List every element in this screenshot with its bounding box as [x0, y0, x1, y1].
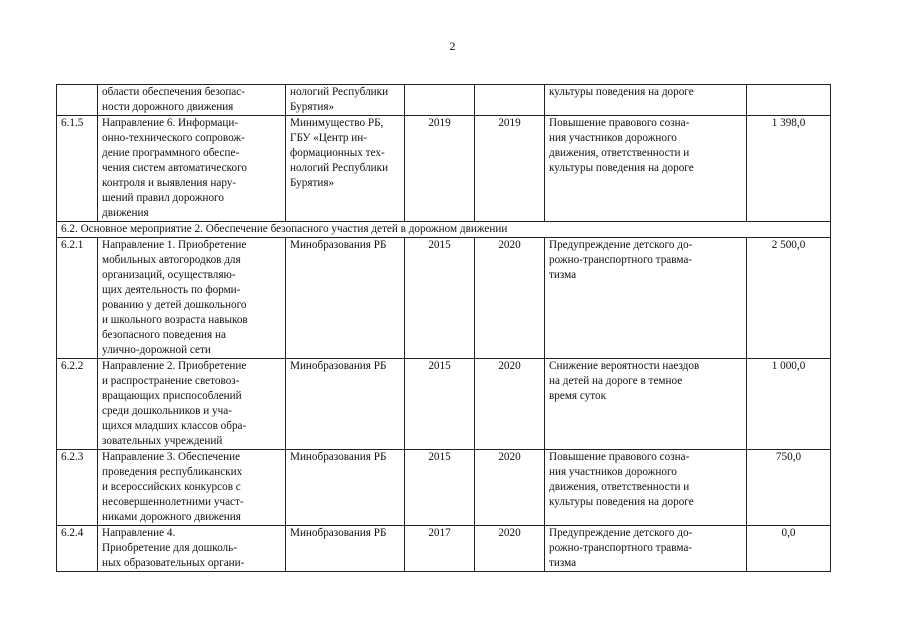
cell-text-line: Повышение правового созна-: [549, 117, 690, 129]
table-row: [57, 85, 831, 116]
table-row: [57, 526, 831, 572]
activity-name-cell: [98, 238, 286, 359]
responsible-cell: [286, 116, 405, 222]
funding-amount-cell: 1 398,0: [747, 116, 831, 222]
cell-text-line: ния участников дорожного: [549, 466, 677, 478]
cell-text-line: безопасного поведения на: [102, 329, 226, 341]
expected-result-cell: [545, 85, 747, 116]
cell-text-line: несовершеннолетними участ-: [102, 496, 244, 508]
activity-name-cell: [98, 450, 286, 526]
responsible-cell: [286, 359, 405, 450]
end-year-cell: 2019: [475, 116, 545, 222]
end-year-cell: 2020: [475, 359, 545, 450]
cell-text-line: движения: [102, 207, 149, 219]
cell-text-line: Направление 2. Приобретение: [102, 360, 247, 372]
cell-text-line: вращающих приспособлений: [102, 390, 242, 402]
item-number-cell: 6.2.4: [57, 526, 98, 572]
cell-text-line: Направление 3. Обеспечение: [102, 451, 241, 463]
item-number-cell: [57, 85, 98, 116]
expected-result-cell: [545, 116, 747, 222]
funding-amount-cell: 0,0: [747, 526, 831, 572]
funding-amount-cell: 750,0: [747, 450, 831, 526]
cell-text-line: Предупреждение детского до-: [549, 239, 693, 251]
cell-text-line: нологий Республики: [290, 86, 389, 98]
end-year-cell: 2020: [475, 238, 545, 359]
cell-text-line: Бурятия»: [290, 101, 335, 113]
expected-result-cell: [545, 526, 747, 572]
start-year-cell: 2019: [405, 116, 475, 222]
table-row: [57, 450, 831, 526]
start-year-cell: 2015: [405, 450, 475, 526]
activity-name-cell: [98, 359, 286, 450]
section-heading: 6.2. Основное мероприятие 2. Обеспечение безопасного участия детей в дорожном движении: [57, 222, 831, 238]
table-row: [57, 359, 831, 450]
cell-text-line: Минобразования РБ: [290, 527, 387, 539]
table-row: [57, 116, 831, 222]
cell-text-line: движения, ответственности и: [549, 481, 690, 493]
cell-text-line: дение программного обеспе-: [102, 147, 240, 159]
cell-text-line: Направление 1. Приобретение: [102, 239, 247, 251]
cell-text-line: культуры поведения на дороге: [549, 86, 694, 98]
cell-text-line: Направление 4.: [102, 527, 176, 539]
table-row: [57, 238, 831, 359]
start-year-cell: 2015: [405, 359, 475, 450]
cell-text-line: Минимущество РБ,: [290, 117, 384, 129]
cell-text-line: шений правил дорожного: [102, 192, 224, 204]
cell-text-line: Минобразования РБ: [290, 360, 387, 372]
table-body: [57, 85, 831, 572]
cell-text-line: время суток: [549, 390, 607, 402]
start-year-cell: [405, 85, 475, 116]
cell-text-line: ных образовательных органи-: [102, 557, 245, 569]
responsible-cell: [286, 450, 405, 526]
cell-text-line: рованию у детей дошкольного: [102, 299, 247, 311]
cell-text-line: Бурятия»: [290, 177, 335, 189]
cell-text-line: зовательных учреждений: [102, 435, 223, 447]
cell-text-line: рожно-транспортного травма-: [549, 254, 693, 266]
cell-text-line: Снижение вероятности наездов: [549, 360, 700, 372]
responsible-cell: [286, 85, 405, 116]
cell-text-line: рожно-транспортного травма-: [549, 542, 693, 554]
item-number-cell: 6.2.2: [57, 359, 98, 450]
cell-text-line: ГБУ «Центр ин-: [290, 132, 367, 144]
cell-text-line: Направление 6. Информаци-: [102, 117, 239, 129]
cell-text-line: Минобразования РБ: [290, 239, 387, 251]
activity-name-cell: [98, 85, 286, 116]
activity-name-cell: [98, 116, 286, 222]
section-row: [57, 222, 831, 238]
start-year-cell: 2015: [405, 238, 475, 359]
cell-text-line: щихся младших классов обра-: [102, 420, 247, 432]
cell-text-line: культуры поведения на дороге: [549, 496, 694, 508]
cell-text-line: Минобразования РБ: [290, 451, 387, 463]
cell-text-line: щих деятельность по форми-: [102, 284, 241, 296]
cell-text-line: Приобретение для дошколь-: [102, 542, 237, 554]
cell-text-line: контроля и выявления нару-: [102, 177, 237, 189]
cell-text-line: нологий Республики: [290, 162, 389, 174]
start-year-cell: 2017: [405, 526, 475, 572]
cell-text-line: тизма: [549, 557, 577, 569]
cell-text-line: тизма: [549, 269, 577, 281]
responsible-cell: [286, 238, 405, 359]
item-number-cell: 6.2.3: [57, 450, 98, 526]
activity-name-cell: [98, 526, 286, 572]
item-number-cell: 6.2.1: [57, 238, 98, 359]
cell-text-line: среди дошкольников и уча-: [102, 405, 232, 417]
end-year-cell: 2020: [475, 450, 545, 526]
cell-text-line: организаций, осуществляю-: [102, 269, 236, 281]
cell-text-line: мобильных автогородков для: [102, 254, 241, 266]
cell-text-line: и распространение световоз-: [102, 375, 240, 387]
expected-result-cell: [545, 359, 747, 450]
funding-amount-cell: [747, 85, 831, 116]
cell-text-line: и школьного возраста навыков: [102, 314, 248, 326]
cell-text-line: Повышение правового созна-: [549, 451, 690, 463]
item-number-cell: 6.1.5: [57, 116, 98, 222]
page-number: 2: [449, 39, 456, 53]
cell-text-line: ния участников дорожного: [549, 132, 677, 144]
cell-text-line: движения, ответственности и: [549, 147, 690, 159]
cell-text-line: улично-дорожной сети: [102, 344, 211, 356]
funding-amount-cell: 2 500,0: [747, 238, 831, 359]
cell-text-line: на детей на дороге в темное: [549, 375, 683, 387]
cell-text-line: проведения республиканских: [102, 466, 243, 478]
end-year-cell: [475, 85, 545, 116]
end-year-cell: 2020: [475, 526, 545, 572]
activities-table: [56, 84, 831, 572]
cell-text-line: Предупреждение детского до-: [549, 527, 693, 539]
responsible-cell: [286, 526, 405, 572]
expected-result-cell: [545, 238, 747, 359]
cell-text-line: никами дорожного движения: [102, 511, 241, 523]
cell-text-line: и всероссийских конкурсов с: [102, 481, 241, 493]
cell-text-line: ности дорожного движения: [102, 101, 234, 113]
cell-text-line: области обеспечения безопас-: [102, 86, 245, 98]
cell-text-line: чения систем автоматического: [102, 162, 248, 174]
cell-text-line: культуры поведения на дороге: [549, 162, 694, 174]
expected-result-cell: [545, 450, 747, 526]
cell-text-line: онно-технического сопровож-: [102, 132, 245, 144]
cell-text-line: формационных тех-: [290, 147, 385, 159]
funding-amount-cell: 1 000,0: [747, 359, 831, 450]
